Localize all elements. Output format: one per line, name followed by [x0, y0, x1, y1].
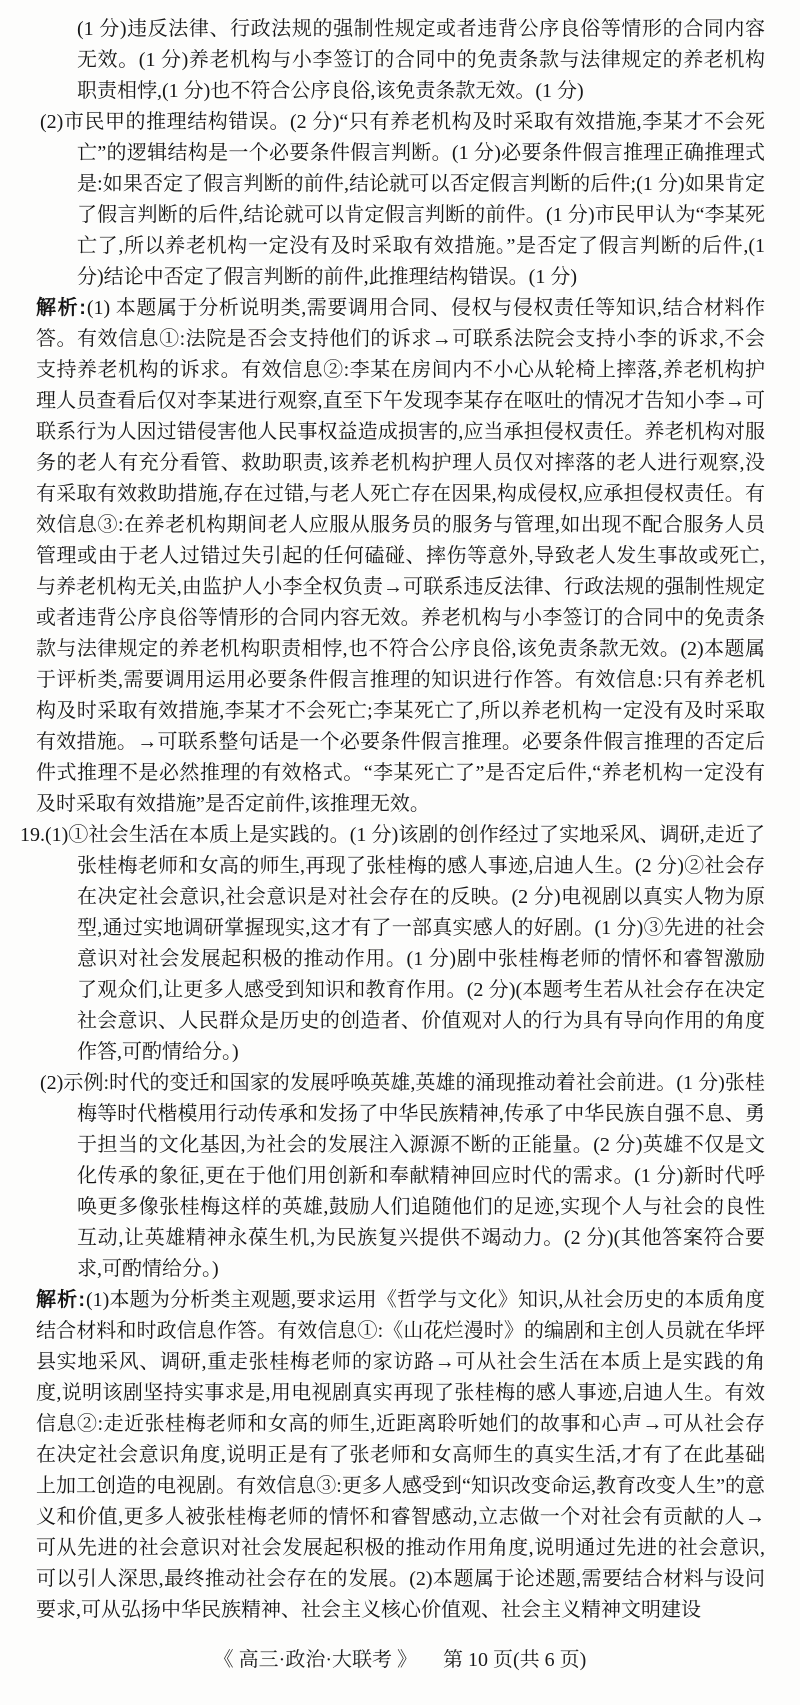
analysis-text: (1) 本题属于分析说明类,需要调用合同、侵权与侵权责任等知识,结合材料作答。有效信息①:法院是否会支持他们的诉求→可联系法院会支持小李的诉求,不会支持养老机构的诉求。有效信息②:李某在房间内不小心从轮椅上摔落,养老机构护理人员查看后仅对李某进行观察,直至下午发现李某存在呕吐的情况才告知小李→可联系行为人因过错侵害他人民事权益造成损害的,应当承担侵权责任。养老机构对服务的老人有充分看管、救助职责,该养老机构护理人员仅对摔落的老人进行观察,没有采取有效救助措施,存在过错,与老人死亡存在因果,构成侵权,应承担侵权责任。有效信息③:在养老机构期间老人应服从服务员的服务与管理,如出现不配合服务人员管理或由于老人过错过失引起的任何磕碰、摔伤等意外,导致老人发生事故或死亡,与养老机构无关,由监护人小李全权负责→可联系违反法律、行政法规的强制性规定或者违背公序良俗等情形的合同内容无效。养老机构与小李签订的合同中的免责条款与法律规定的养老机构职责相悖,也不符合公序良俗,该免责条款无效。(2)本题属于评析类,需要调用运用必要条件假言推理的知识进行作答。有效信息:只有养老机构及时采取有效措施,李某才不会死亡;李某死亡了,所以养老机构一定没有及时采取有效措施。→可联系整句话是一个必要条件假言推理。必要条件假言推理的否定后件式推理不是必然推理的有效格式。“李某死亡了”是否定后件,“养老机构一定没有及时采取有效措施”是否定前件,该推理无效。 [36, 297, 765, 815]
analysis-label: 解析: [36, 297, 87, 319]
answer-text: 示例:时代的变迁和国家的发展呼唤英雄,英雄的涌现推动着社会前进。(1 分)张桂梅等时代楷模用行动传承和发扬了中华民族精神,传承了中华民族自强不息、勇于担当的文化基因,为社会的发展注入源源不断的正能量。(2 分)英雄不仅是文化传承的象征,更在于他们用创新和奉献精神回应时代的需求。(1 分)新时代呼唤更多像张桂梅这样的英雄,鼓励人们追随他们的足迹,实现个人与社会的良性互动,让英雄精神永葆生机,为民族复兴提供不竭动力。(2 分)(其他答案符合要求,可酌情给分。) [63, 1072, 765, 1280]
analysis-text: (1)本题为分析类主观题,要求运用《哲学与文化》知识,从社会历史的本质角度结合材料和时政信息作答。有效信息①:《山花烂漫时》的编剧和主创人员就在华坪县实地采风、调研,重走张桂梅老师的家访路→可从社会生活在本质上是实践的角度,说明该剧坚持实事求是,用电视剧真实再现了张桂梅的感人事迹,启迪人生。有效信息②:走近张桂梅老师和女高的师生,近距离聆听她们的故事和心声→可从社会存在决定社会意识角度,说明正是有了张老师和女高师生的真实生活,才有了在此基础上加工创造的电视剧。有效信息③:更多人感受到“知识改变命运,教育改变人生”的意义和价值,更多人被张桂梅老师的情怀和睿智感动,立志做一个对社会有贡献的人→可从先进的社会意识对社会发展起积极的推动作用角度,说明通过先进的社会意识,可以引人深思,最终推动社会存在的发展。(2)本题属于论述题,需要结合材料与设问要求,可从弘扬中华民族精神、社会主义核心价值观、社会主义精神文明建设 [36, 1289, 765, 1621]
answer-19-part2 [40, 1068, 765, 1285]
answer-text: ①社会生活在本质上是实践的。(1 分)该剧的创作经过了实地采风、调研,走近了张桂梅老师和女高的师生,再现了张桂梅的感人事迹,启迪人生。(2 分)②社会存在决定社会意识,社会意识是对社会存在的反映。(2 分)电视剧以真实人物为原型,通过实地调研掌握现实,这才有了一部真实感人的好剧。(1 分)③先进的社会意识对社会发展起积极的推动作用。(1 分)剧中张桂梅老师的情怀和睿智激励了观众们,让更多人感受到知识和教育作用。(2 分)(本题考生若从社会存在决定社会意识、人民群众是历史的创造者、价值观对人的行为具有导向作用的角度作答,可酌情给分。) [68, 824, 765, 1063]
part-marker: (1) [45, 824, 69, 846]
analysis-label: 解析: [36, 1289, 86, 1311]
answer-text: (1 分)违反法律、行政法规的强制性规定或者违背公序良俗等情形的合同内容无效。(1 分)养老机构与小李签订的合同中的免责条款与法律规定的养老机构职责相悖,(1 分)也不符合公序良俗,该免责条款无效。(1 分) [77, 18, 765, 102]
exam-title: 《 高三·政治·大联考 》 [213, 1649, 417, 1671]
answer-18-part1-continuation [77, 14, 765, 107]
answer-text: 市民甲的推理结构错误。(2 分)“只有养老机构及时采取有效措施,李某才不会死亡”的逻辑结构是一个必要条件假言判断。(1 分)必要条件假言推理正确推理式是:如果否定了假言判断的前件,结论就可以否定假言判断的后件;(1 分)如果肯定了假言判断的后件,结论就可以肯定假言判断的前件。(1 分)市民甲认为“李某死亡了,所以养老机构一定没有及时采取有效措施。”是否定了假言判断的后件,(1 分)结论中否定了假言判断的前件,此推理结构错误。(1 分) [63, 111, 765, 288]
answer-18-part2 [40, 107, 765, 293]
question-number: 19. [20, 824, 45, 846]
analysis-18 [36, 293, 765, 820]
page-footer [0, 1645, 800, 1676]
part-marker: (2) [40, 111, 64, 133]
page-number: 第 10 页(共 6 页) [443, 1649, 587, 1671]
part-marker: (2) [40, 1072, 64, 1094]
answer-19-part1 [20, 820, 765, 1068]
analysis-19 [36, 1285, 765, 1626]
